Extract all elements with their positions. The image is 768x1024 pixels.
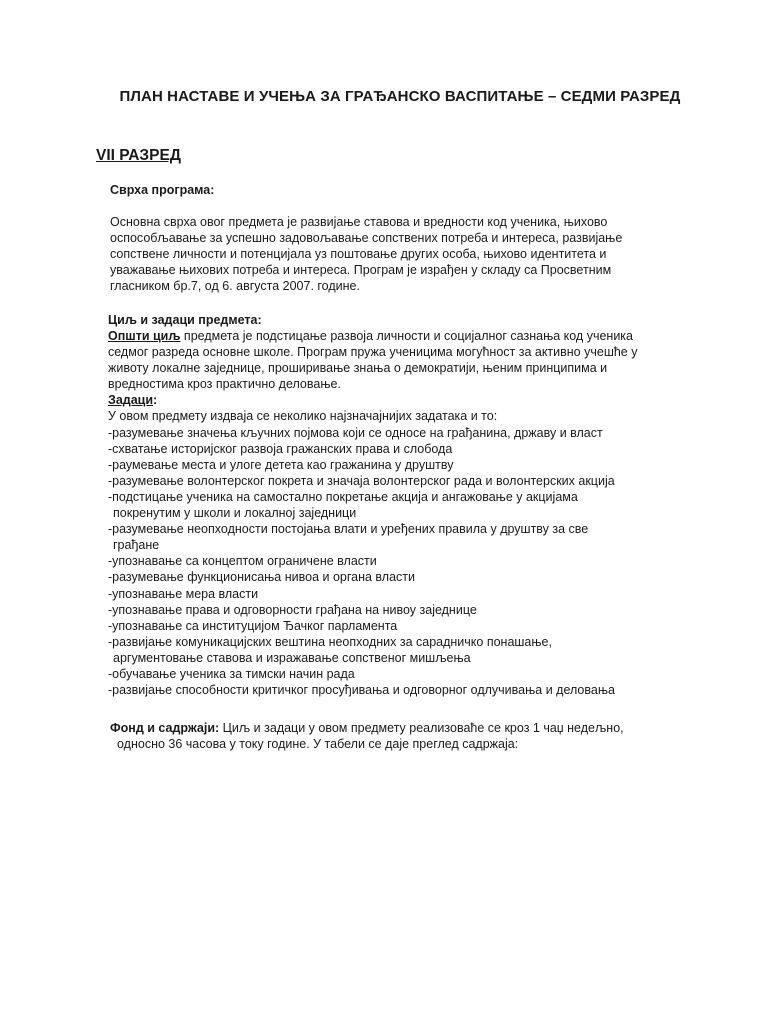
purpose-line: оспособљавање за успешно задовољавање сопствених потреба и интереса, развијање	[110, 231, 623, 246]
fund-paragraph	[110, 720, 624, 752]
purpose-line: Основна сврха овог предмета је развијање ставова и вредности код ученика, њихово	[110, 215, 608, 229]
general-goal-paragraph	[108, 328, 637, 698]
task-item: -упознавање са институцијом Ђачког парламента	[108, 618, 398, 633]
task-item: -разумевање значења кључних појмова који се односе на грађанина, државу и власт	[108, 425, 603, 440]
task-item: -упознавање са концептом ограничене власти	[108, 554, 377, 569]
fund-label: Фонд и садржаји:	[110, 721, 220, 735]
task-item: -упознавање права и одговорности грађана на нивоу заједнице	[108, 602, 477, 617]
tasks-label: Задаци	[108, 393, 154, 408]
purpose-line: уважавање њихових потреба и интереса. Програм је израђен у складу са Просветним	[110, 263, 612, 278]
task-item: -раумевање места и улоге детета као гражанина у друштву	[108, 457, 454, 472]
task-item: -развијање комуникацијских вештина неопходних за сарадничко понашање,	[108, 634, 552, 649]
fund-second-line: односно 36 часова у току године. У табели се даје преглед садржаја:	[117, 737, 519, 752]
task-item: покренутим у школи и локалној заједници	[113, 506, 357, 521]
purpose-paragraph	[110, 214, 622, 294]
general-goal-first-line: предмета је подстицање развоја личности и социјалног сазнања код ученика	[180, 329, 633, 343]
general-goal-line: вредностима кроз практично деловање.	[108, 377, 341, 392]
task-item: -разумевање неопходности постојања влати и уређених правила у друштву за све	[108, 522, 589, 537]
task-item: аргументовање ставова и изражавање сопственог мишљења	[113, 650, 471, 665]
purpose-heading: Сврха програма:	[110, 183, 215, 197]
purpose-line: сопствене личности и потенцијала уз поштовање других особа, њихово идентитета и	[110, 247, 607, 262]
purpose-line: гласником бр.7, од 6. августа 2007. године.	[110, 279, 360, 294]
general-goal-line: животу локалне заједнице, проширивање знања о демократији, њеним принципима и	[108, 361, 608, 376]
task-item: -упознавање мера власти	[108, 586, 259, 601]
task-item: грађане	[113, 538, 160, 553]
task-item: -подстицање ученика на самостално покретање акција и ангажовање у акцијама	[108, 489, 578, 504]
fund-first-line: Циљ и задаци у овом предмету реализоваће се кроз 1 чаџ недељно,	[219, 721, 624, 735]
task-item: -схватање историјског развоја гражанских права и слобода	[108, 441, 453, 456]
document-title: ПЛАН НАСТАВЕ И УЧЕЊА ЗА ГРАЂАНСКО ВАСПИТАЊЕ – СЕДМИ РАЗРЕД	[119, 88, 681, 105]
goals-heading: Циљ и задаци предмета:	[108, 313, 262, 327]
general-goal-label: Општи циљ	[108, 329, 181, 343]
general-goal-line: седмог разреда основне школе. Програм пружа ученицима могућност за активно учешће у	[108, 345, 638, 360]
tasks-intro: У овом предмету издваја се неколико најзначајнијих задатака и то:	[108, 409, 498, 424]
task-item: -обучавање ученика за тимски начин рада	[108, 666, 355, 681]
task-item: -разумевање функционисања нивоа и органа власти	[108, 570, 415, 585]
task-item: -разумевање волонтерског покрета и значаја волонтерског рада и волонтерских акција	[108, 473, 615, 488]
task-item: -развијање способности критичког просуђивања и одговорног одлучивања и деловања	[108, 683, 615, 698]
grade-heading: VII РАЗРЕД	[96, 147, 181, 164]
tasks-colon: :	[153, 393, 158, 408]
